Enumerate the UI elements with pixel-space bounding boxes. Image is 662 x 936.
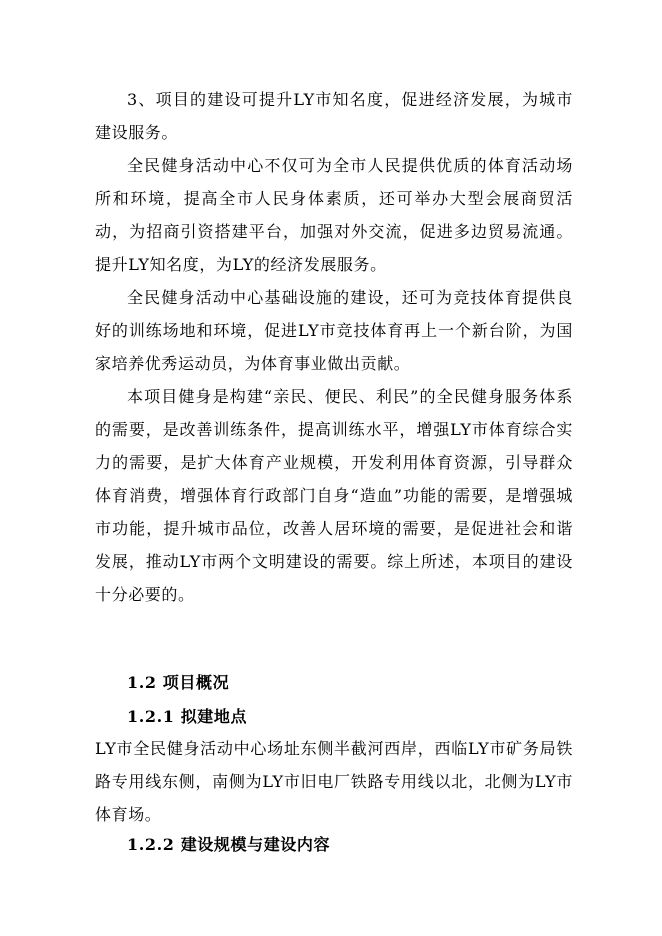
paragraph-fitness-center-venue: 全民健身活动中心不仅可为全市人民提供优质的体育活动场所和环境，提高全市人民身体素质，还可举办大型会展商贸活动，为招商引资搭建平台，加强对外交流，促进多边贸易流通。提升LY知名度，为LY的经济发展服务。: [95, 156, 573, 274]
paragraph-site-location: LY市全民健身活动中心场址东侧半截河西岸，西临LY市矿务局铁路专用线东侧，南侧为LY市旧电厂铁路专用线以北，北侧为LY市体育场。: [95, 739, 573, 824]
paragraph-project-necessity: 本项目健身是构建“亲民、便民、利民”的全民健身服务体系的需要，是改善训练条件，提高训练水平，增强LY市体育综合实力的需要，是扩大体育产业规模，开发利用体育资源，引导群众体育消费，增强体育行政部门自身“造血”功能的需要，是增强城市功能，提升城市品位，改善人居环境的需要，是促进社会和谐发展，推动LY市两个文明建设的需要。综上所述，本项目的建设十分必要的。: [95, 387, 573, 604]
paragraph-competitive-sports: 全民健身活动中心基础设施的建设，还可为竞技体育提供良好的训练场地和环境，促进LY市竞技体育再上一个新台阶，为国家培养优秀运动员，为体育事业做出贡献。: [95, 288, 573, 373]
heading-project-overview: 1.2 项目概况: [127, 673, 230, 692]
heading-proposed-site: 1.2.1 拟建地点: [127, 707, 248, 726]
paragraph-benefit-3: 3、项目的建设可提升LY市知名度，促进经济发展，为城市建设服务。: [95, 90, 573, 142]
heading-construction-scale: 1.2.2 建设规模与建设内容: [127, 835, 331, 854]
